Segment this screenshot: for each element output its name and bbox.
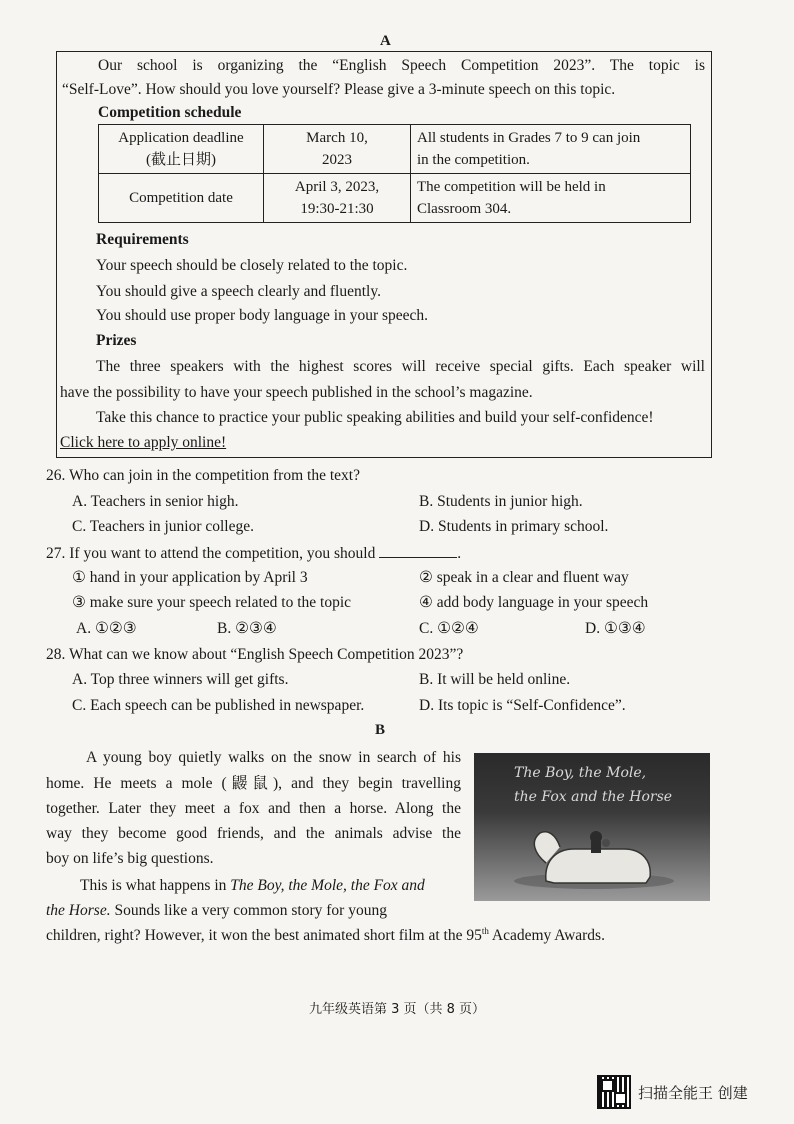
q28-option-b[interactable]: B. It will be held online. xyxy=(419,671,571,688)
q28-option-a[interactable]: A. Top three winners will get gifts. xyxy=(72,671,289,688)
requirement-item: You should use proper body language in your speech. xyxy=(96,307,429,324)
passage-text: This is what happens in xyxy=(80,877,231,894)
q26-option-b[interactable]: B. Students in junior high. xyxy=(419,493,583,510)
q26-option-a[interactable]: A. Teachers in senior high. xyxy=(72,493,239,510)
schedule-note-cont: Classroom 304. xyxy=(417,201,512,217)
film-title-text: the Horse. xyxy=(46,902,111,919)
apply-online-link[interactable]: Click here to apply online! xyxy=(60,434,227,451)
schedule-date-cell xyxy=(264,174,411,223)
section-a-letter: A xyxy=(380,33,391,49)
prizes-line1: The three speakers with the highest scores will receive special gifts. Each speaker will xyxy=(96,358,705,375)
scanner-watermark: 扫描全能王 创建 xyxy=(638,1084,748,1102)
passage-line: boy on life’s big questions. xyxy=(46,850,214,867)
passage-line: way they become good friends, and the animals advise the xyxy=(46,825,461,842)
schedule-label: Application deadline xyxy=(118,130,244,146)
prizes-heading: Prizes xyxy=(96,332,137,349)
schedule-date: April 3, 2023, xyxy=(294,179,380,195)
q27-stem-text: 27. If you want to attend the competition, you should xyxy=(46,545,376,562)
q28-option-d[interactable]: D. Its topic is “Self-Confidence”. xyxy=(419,697,626,714)
prizes-line2: have the possibility to have your speech published in the school’s magazine. xyxy=(60,384,533,401)
schedule-label-cell xyxy=(99,125,264,174)
q27-statement-1: ① hand in your application by April 3 xyxy=(72,569,308,586)
film-still-image xyxy=(474,753,710,901)
schedule-note: The competition will be held in xyxy=(417,179,606,195)
q27-stem-end: . xyxy=(457,545,462,562)
schedule-note-cell xyxy=(411,125,691,174)
q26-option-c[interactable]: C. Teachers in junior college. xyxy=(72,518,254,535)
q27-statement-4: ④ add body language in your speech xyxy=(419,594,649,611)
requirement-item: You should give a speech clearly and fluently. xyxy=(96,283,381,300)
qr-code-icon xyxy=(597,1075,631,1109)
notice-intro-line2: “Self-Love”. How should you love yourself? Please give a 3-minute speech on this topic. xyxy=(62,81,616,98)
schedule-note-cell xyxy=(411,174,691,223)
schedule-heading: Competition schedule xyxy=(98,104,242,121)
q27-stem xyxy=(46,542,461,564)
schedule-row xyxy=(99,125,691,174)
passage-text: children, right? However, it won the best animated short film at the 95 xyxy=(46,927,482,944)
passage-line: together. Later they meet a fox and then a horse. Along the xyxy=(46,800,461,817)
q27-option-c[interactable]: C. ①②④ xyxy=(419,620,479,637)
passage-line: home. He meets a mole (鼹鼠), and they begin travelling xyxy=(46,775,461,792)
passage-line xyxy=(46,926,605,946)
film-still-title-line: The Boy, the Mole, xyxy=(514,765,647,781)
schedule-label-cn: (截止日期) xyxy=(146,152,216,168)
q28-stem: 28. What can we know about “English Speech Competition 2023”? xyxy=(46,646,464,663)
requirements-heading: Requirements xyxy=(96,231,189,248)
schedule-table xyxy=(98,124,691,223)
requirement-item: Your speech should be closely related to the topic. xyxy=(96,257,408,274)
q26-option-d[interactable]: D. Students in primary school. xyxy=(419,518,609,535)
film-title-text: The Boy, the Mole, the Fox and xyxy=(230,877,425,894)
passage-text: Academy Awards. xyxy=(488,927,605,944)
q27-option-b[interactable]: B. ②③④ xyxy=(217,620,277,637)
q27-statement-3: ③ make sure your speech related to the topic xyxy=(72,594,352,611)
passage-line: A young boy quietly walks on the snow in search of his xyxy=(86,749,461,766)
closing-line: Take this chance to practice your public speaking abilities and build your self-confidence! xyxy=(96,409,654,426)
q27-option-a[interactable]: A. ①②③ xyxy=(76,620,137,637)
schedule-row xyxy=(99,174,691,223)
schedule-date-cell xyxy=(264,125,411,174)
passage-text: Sounds like a very common story for young xyxy=(110,902,387,919)
q28-option-c[interactable]: C. Each speech can be published in newspaper. xyxy=(72,697,365,714)
schedule-label: Competition date xyxy=(129,190,233,206)
q27-statement-2: ② speak in a clear and fluent way xyxy=(419,569,629,586)
film-still-title-line: the Fox and the Horse xyxy=(514,789,673,805)
schedule-note-cont: in the competition. xyxy=(417,152,530,168)
schedule-date: March 10, xyxy=(306,130,368,146)
passage-line xyxy=(80,876,425,896)
notice-intro-line1: Our school is organizing the “English Speech Competition 2023”. The topic is xyxy=(98,57,705,74)
q26-stem: 26. Who can join in the competition from the text? xyxy=(46,467,360,484)
q27-answer-blank[interactable] xyxy=(379,542,457,558)
q27-option-d[interactable]: D. ①③④ xyxy=(585,620,646,637)
schedule-label-cell xyxy=(99,174,264,223)
horse-illustration xyxy=(474,753,710,901)
schedule-note: All students in Grades 7 to 9 can join xyxy=(417,130,641,146)
schedule-time: 19:30-21:30 xyxy=(300,201,374,217)
page-footer: 九年级英语第 3 页（共 8 页） xyxy=(308,1002,486,1017)
passage-line xyxy=(46,901,387,921)
schedule-date-year: 2023 xyxy=(322,152,352,168)
ordinal-suffix: th xyxy=(481,925,489,936)
section-b-letter: B xyxy=(375,722,386,738)
